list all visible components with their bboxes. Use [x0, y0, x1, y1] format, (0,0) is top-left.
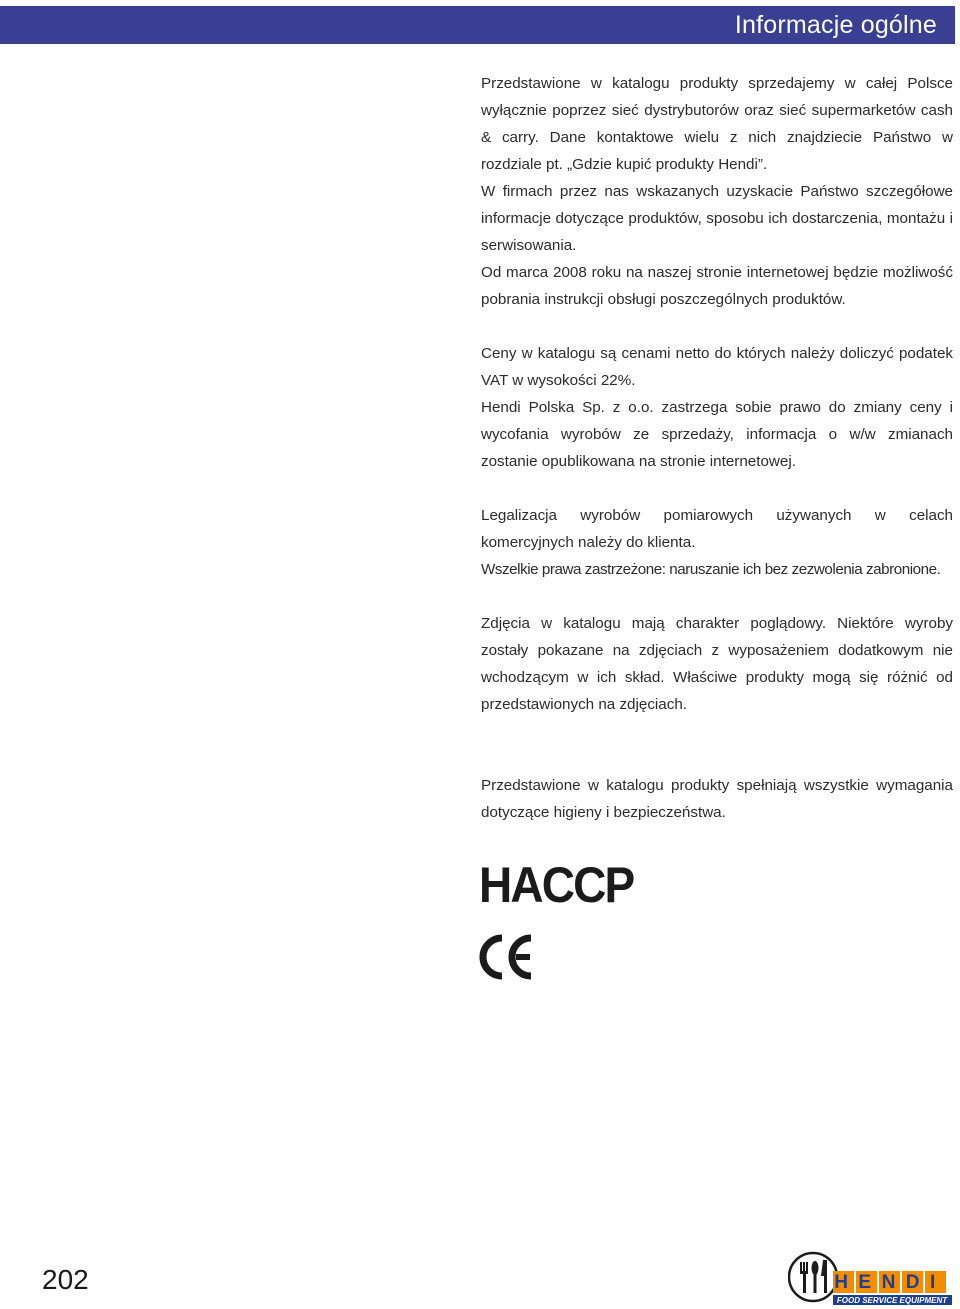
logo-brand: HENDI — [834, 1272, 946, 1293]
paragraph-manuals: Od marca 2008 roku na naszej stronie internetowej będzie możliwość pobrania instrukcji obsługi poszczególnych produktów. — [481, 264, 953, 308]
paragraph-price-changes: Hendi Polska Sp. z o.o. zastrzega sobie prawo do zmiany ceny i wycofania wyrobów ze sprzedaży, informacja o w/w zmianach zostanie opublikowana na stronie internetowej. — [481, 399, 953, 470]
main-content — [481, 70, 953, 826]
paragraph-hygiene: Przedstawione w katalogu produkty spełniają wszystkie wymagania dotyczące higieny i bezpieczeństwa. — [481, 777, 953, 821]
ce-mark-icon — [478, 934, 536, 980]
paragraph-rights: Wszelkie prawa zastrzeżone: naruszanie ich bez zezwolenia zabronione. — [481, 561, 941, 578]
paragraph-legalization: Legalizacja wyrobów pomiarowych używanych w celach komercyjnych należy do klienta. — [481, 507, 953, 551]
page-title: Informacje ogólne — [734, 11, 937, 39]
paragraph-details: W firmach przez nas wskazanych uzyskacie Państwo szczegółowe informacje dotyczące produktów, sposobu ich dostarczenia, montażu i serwisowania. — [481, 183, 953, 254]
hendi-logo — [788, 1248, 956, 1306]
haccp-mark: HACCP — [479, 857, 634, 913]
paragraph-distribution: Przedstawione w katalogu produkty sprzedajemy w całej Polsce wyłącznie poprzez sieć dystrybutorów oraz sieć supermarketów cash & carry. Dane kontaktowe wielu z nich znajdziecie Państwo w rozdziale pt. „Gdzie kupić produkty Hendi”. — [481, 75, 953, 173]
header-bar — [0, 6, 955, 44]
paragraph-photos: Zdjęcia w katalogu mają charakter poglądowy. Niektóre wyroby zostały pokazane na zdjęciach z wyposażeniem dodatkowym nie wchodzącym w ich skład. Właściwe produkty mogą się różnić od przedstawionych na zdjęciach. — [481, 615, 953, 713]
logo-tagline: FOOD SERVICE EQUIPMENT — [836, 1296, 948, 1305]
page-number: 202 — [42, 1264, 89, 1295]
paragraph-prices: Ceny w katalogu są cenami netto do których należy doliczyć podatek VAT w wysokości 22%. — [481, 345, 953, 389]
